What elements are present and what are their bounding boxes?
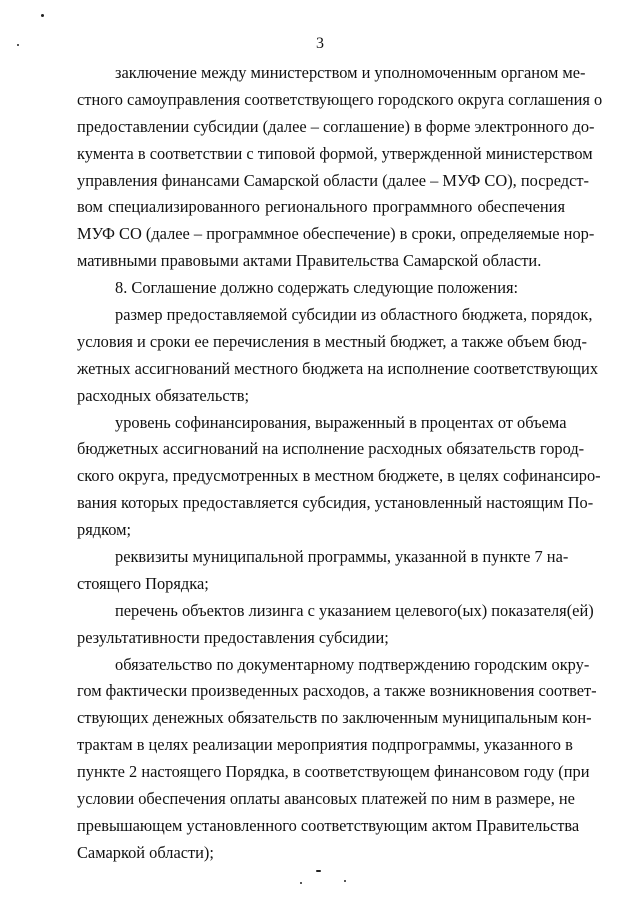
paragraph — [77, 598, 594, 652]
text-line: уровень софинансирования, выраженный в процентах от объема — [115, 412, 567, 432]
text-line: вом специализированного регионального программного обеспечения — [77, 197, 565, 217]
text-line: стного самоуправления соответствующего городского округа соглашения о — [77, 89, 603, 109]
text-line: управления финансами Самарской области (далее – МУФ СО), посредст- — [77, 170, 589, 190]
text-line: трактам в целях реализации мероприятия подпрограммы, указанного в — [77, 735, 573, 755]
document-body — [77, 60, 603, 867]
scan-speck — [344, 880, 346, 882]
paragraph — [77, 410, 601, 544]
text-line: условии обеспечения оплаты авансовых платежей по ним в размере, не — [77, 789, 575, 809]
text-line: перечень объектов лизинга с указанием целевого(ых) показателя(ей) — [115, 600, 594, 620]
text-line: заключение между министерством и уполномоченным органом ме- — [115, 63, 586, 82]
text-line: ствующих денежных обязательств по заключенным муниципальным кон- — [77, 708, 592, 728]
text-line: мативными правовыми актами Правительства Самарской области. — [77, 251, 542, 271]
text-line: рядком; — [77, 520, 132, 540]
text-line: превышающем установленного соответствующим актом Правительства — [77, 815, 580, 835]
text-line: результативности предоставления субсидии; — [77, 627, 389, 647]
text-line: жетных ассигнований местного бюджета на исполнение соответствующих — [77, 358, 599, 378]
text-line: бюджетных ассигнований на исполнение расходных обязательств город- — [77, 439, 585, 459]
scan-speck — [41, 14, 44, 17]
text-line: ского округа, предусмотренных в местном бюджете, в целях софинансиро- — [77, 466, 601, 486]
text-line: МУФ СО (далее – программное обеспечение) в сроки, определяемые нор- — [77, 224, 595, 244]
text-line: вания которых предоставляется субсидия, установленный настоящим По- — [77, 493, 594, 513]
paragraph — [77, 275, 565, 302]
scan-speck — [300, 882, 302, 884]
text-line: 8. Соглашение должно содержать следующие положения: — [115, 278, 519, 298]
text-line: обязательство по документарному подтверждению городским окру- — [115, 654, 590, 674]
paragraph — [77, 652, 597, 867]
text-line: Самаркой области); — [77, 842, 214, 862]
text-line: пункте 2 настоящего Порядка, в соответствующем финансовом году (при — [77, 762, 590, 782]
text-line: реквизиты муниципальной программы, указанной в пункте 7 на- — [115, 547, 569, 567]
page-number: 3 — [316, 35, 324, 52]
text-line: размер предоставляемой субсидии из областного бюджета, порядок, — [115, 305, 593, 325]
text-line: расходных обязательств; — [77, 385, 250, 405]
text-line: кумента в соответствии с типовой формой, утвержденной министерством — [77, 143, 593, 163]
text-line: предоставлении субсидии (далее – соглашение) в форме электронного до- — [77, 116, 595, 136]
text-line: гом фактически произведенных расходов, а также возникновения соответ- — [77, 681, 597, 701]
paragraph — [77, 302, 599, 410]
text-line: условия и сроки ее перечисления в местный бюджет, а также объем бюд- — [77, 331, 587, 351]
scan-speck — [316, 870, 321, 872]
paragraph — [77, 544, 569, 598]
paragraph — [77, 60, 603, 275]
text-line: стоящего Порядка; — [77, 573, 209, 593]
